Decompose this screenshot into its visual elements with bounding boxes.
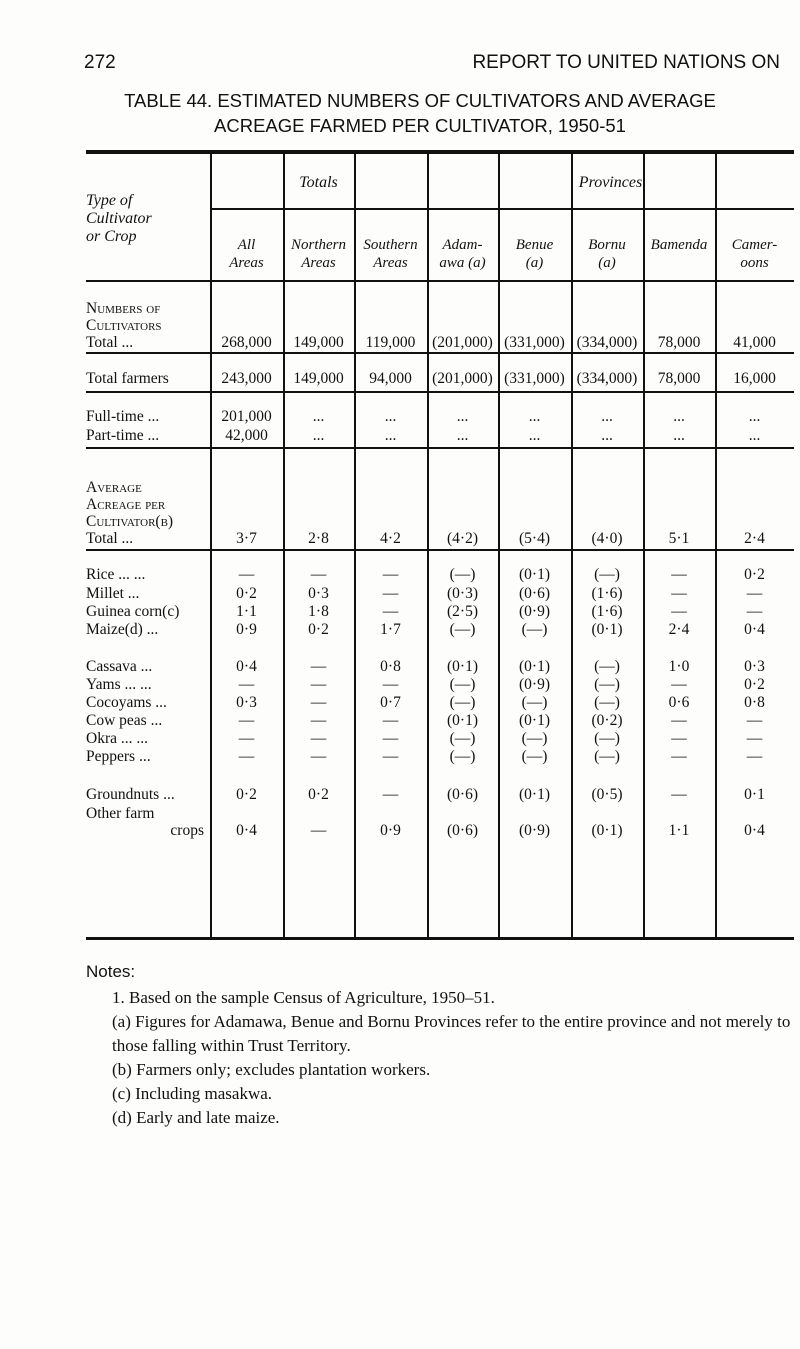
column-header-line: Benue <box>515 237 554 253</box>
table-cell: 119,000 <box>365 334 416 351</box>
notes-heading: Notes: <box>86 962 136 981</box>
row-label-line: Peppers ... <box>86 748 151 765</box>
table-cell: 0·4 <box>236 822 257 839</box>
table-cell: (0·1) <box>519 786 550 803</box>
column-header <box>643 236 715 272</box>
table-cell: (0·1) <box>447 712 478 729</box>
table-cell: 41,000 <box>733 334 776 351</box>
column-header <box>210 236 283 272</box>
table-cell: 42,000 <box>225 427 268 444</box>
table-cell: 243,000 <box>221 370 272 387</box>
stub-header-line: Cultivator <box>86 210 152 227</box>
table-cell: 1·0 <box>668 658 690 675</box>
table-cell: (0·1) <box>591 621 623 638</box>
table-bottom-rule <box>86 937 794 940</box>
table-cell: 268,000 <box>221 334 272 351</box>
table-cell: 0·9 <box>380 822 401 839</box>
table-cell: (—) <box>594 694 620 711</box>
note-item: (d) Early and late maize. <box>112 1108 280 1127</box>
row-label <box>86 676 206 693</box>
column-header-line: All <box>237 237 256 253</box>
section-rule <box>86 352 794 354</box>
table-cell: — <box>671 676 687 693</box>
note-item: (c) Including masakwa. <box>112 1084 273 1103</box>
table-cell: 0·1 <box>744 786 765 803</box>
row-label <box>86 585 206 602</box>
row-label <box>86 370 206 387</box>
row-label-line: Cocoyams ... <box>86 694 167 711</box>
row-label-line: Full-time ... <box>86 408 160 425</box>
table-cell: (0·1) <box>447 658 478 675</box>
table-cell: (0·6) <box>447 822 478 839</box>
row-label-line: Cassava ... <box>86 658 153 675</box>
table-cell: — <box>310 694 327 711</box>
table-cell: (—) <box>449 730 476 747</box>
table-cell: (—) <box>594 676 620 693</box>
table-cell: — <box>238 712 255 729</box>
table-cell: — <box>310 676 327 693</box>
table-cell: — <box>238 566 255 583</box>
table-cell: 1·1 <box>236 603 257 620</box>
table-cell: ... <box>601 427 613 444</box>
table-cell: (0·5) <box>591 786 623 803</box>
table-cell: 0·9 <box>236 621 257 638</box>
table-cell: — <box>746 585 763 602</box>
row-label <box>86 621 206 638</box>
table-cell: (—) <box>449 748 476 765</box>
table-cell: (—) <box>521 748 548 765</box>
column-header <box>498 236 571 272</box>
table-cell: — <box>382 585 399 602</box>
table-cell: — <box>238 676 255 693</box>
table-cell: (331,000) <box>504 334 565 351</box>
group-header-totals: Totals <box>299 174 338 191</box>
table-cell: — <box>671 566 687 583</box>
table-cell: 16,000 <box>733 370 776 387</box>
row-label-line: Other farm <box>86 805 155 822</box>
notes <box>86 960 796 1130</box>
table-cell: (0·6) <box>519 585 550 602</box>
column-header <box>354 236 427 272</box>
column-header-line: Camer- <box>731 237 778 253</box>
group-header-provinces: Provinces <box>578 174 643 191</box>
row-label-line: Maize(d) ... <box>86 621 159 638</box>
table-cell: (0·9) <box>519 676 550 693</box>
table-cell: ... <box>673 408 685 425</box>
column-header-line: Areas <box>373 255 408 271</box>
table-cell: 78,000 <box>657 334 701 351</box>
table-cell: — <box>310 748 327 765</box>
row-label-line: Numbers of <box>86 300 161 317</box>
row-label <box>86 603 206 620</box>
row-label-line: Yams ... ... <box>86 676 152 693</box>
table-cell: 0·6 <box>668 694 690 711</box>
column-header-line: (a) <box>525 255 544 271</box>
row-label <box>86 805 206 839</box>
table-cell: — <box>746 712 763 729</box>
table-cell: 78,000 <box>657 370 701 387</box>
table-cell: ... <box>528 427 541 444</box>
row-label-line: Average <box>86 479 142 496</box>
table-cell: 1·7 <box>380 621 401 638</box>
table-cell: (0·3) <box>447 585 478 602</box>
table-cell: (—) <box>521 730 548 747</box>
column-header <box>427 236 498 272</box>
table-cell: — <box>382 730 399 747</box>
table-cell: 149,000 <box>293 334 344 351</box>
table-cell: (0·9) <box>519 822 550 839</box>
table-cell: 0·8 <box>744 694 765 711</box>
column-header <box>715 236 794 272</box>
stub-header-line: Type of <box>86 192 133 209</box>
column-header-line: Areas <box>229 255 264 271</box>
row-label <box>86 479 206 547</box>
table-cell: — <box>310 712 327 729</box>
table-cell: (0·1) <box>519 712 550 729</box>
column-header-line: oons <box>740 255 769 271</box>
table-cell: 2·4 <box>668 621 690 638</box>
row-label <box>86 712 206 729</box>
row-label <box>86 694 206 711</box>
note-item: 1. Based on the sample Census of Agriculture, 1950–51. <box>112 988 495 1007</box>
table-cell: 0·2 <box>744 566 765 583</box>
row-label <box>86 427 206 444</box>
table-cell: ... <box>384 427 397 444</box>
page-number: 272 <box>84 52 116 73</box>
column-header-line: Bamenda <box>650 237 708 253</box>
row-label <box>86 658 206 675</box>
table-cell: ... <box>528 408 541 425</box>
table-cell: (331,000) <box>504 370 565 387</box>
table-cell: 0·2 <box>308 621 329 638</box>
data-table <box>86 150 794 940</box>
row-label-line: Rice ... ... <box>86 566 146 583</box>
table-cell: 0·4 <box>744 621 765 638</box>
row-label-line: Total ... <box>86 530 134 547</box>
column-header-line: Bornu <box>588 237 626 253</box>
note-item: (a) Figures for Adamawa, Benue and Bornu Provinces refer to the entire province and not merely to those falling within Trust Territory. <box>112 1012 791 1055</box>
table-cell: — <box>671 603 687 620</box>
table-cell: (—) <box>449 566 476 583</box>
column-header-line: Southern <box>363 237 418 253</box>
table-cell: (201,000) <box>432 370 493 387</box>
table-cell: — <box>310 566 327 583</box>
table-cell: ... <box>312 408 325 425</box>
row-label-line: Acreage per <box>86 496 166 513</box>
table-top-rule <box>86 150 794 154</box>
table-cell: ... <box>601 408 613 425</box>
table-cell: (5·4) <box>519 530 550 547</box>
table-cell: ... <box>456 427 469 444</box>
table-cell: 94,000 <box>369 370 412 387</box>
group-header-rule <box>210 208 794 210</box>
table-cell: 0·4 <box>744 822 765 839</box>
table-cell: (334,000) <box>576 370 638 387</box>
table-cell: ... <box>384 408 397 425</box>
table-cell: (0·2) <box>591 712 623 729</box>
row-label-line: crops <box>170 822 204 839</box>
section-rule <box>86 447 794 449</box>
table-cell: (0·1) <box>591 822 623 839</box>
row-label <box>86 566 206 583</box>
table-cell: — <box>746 603 763 620</box>
table-cell: 1·1 <box>668 822 690 839</box>
row-label-line: Total farmers <box>86 370 169 387</box>
stub-header-line: or Crop <box>86 228 137 245</box>
table-cell: 0·3 <box>236 694 257 711</box>
row-label-line: Millet ... <box>86 585 140 602</box>
column-header-line: Adam- <box>442 237 483 253</box>
table-cell: (—) <box>449 621 476 638</box>
table-cell: (2·5) <box>447 603 478 620</box>
table-cell: — <box>382 566 399 583</box>
table-cell: ... <box>748 427 761 444</box>
row-label-line: Okra ... ... <box>86 730 148 747</box>
row-label-line: Guinea corn(c) <box>86 603 180 620</box>
row-label-line: Total ... <box>86 334 134 351</box>
row-label <box>86 408 206 425</box>
table-cell: — <box>746 748 763 765</box>
table-cell: 149,000 <box>293 370 344 387</box>
table-cell: (0·1) <box>519 658 550 675</box>
column-header-line: Northern <box>290 237 346 253</box>
table-cell: (—) <box>594 748 620 765</box>
column-header <box>571 236 643 272</box>
header-bottom-rule <box>86 280 794 282</box>
column-header-line <box>643 254 715 272</box>
table-cell: — <box>382 603 399 620</box>
table-cell: (—) <box>449 694 476 711</box>
table-cell: — <box>671 748 687 765</box>
table-cell: (—) <box>521 694 548 711</box>
table-cell: 0·7 <box>380 694 401 711</box>
table-cell: 201,000 <box>221 408 272 425</box>
table-title-line-2: ACREAGE FARMED PER CULTIVATOR, 1950-51 <box>214 115 626 136</box>
table-cell: (—) <box>449 676 476 693</box>
row-label <box>86 748 206 765</box>
table-cell: (—) <box>594 658 620 675</box>
table-cell: — <box>238 748 255 765</box>
table-cell: ... <box>673 427 685 444</box>
table-cell: 4·2 <box>380 530 401 547</box>
table-cell: (4·0) <box>591 530 623 547</box>
table-cell: 0·2 <box>236 585 257 602</box>
table-cell: — <box>310 822 327 839</box>
table-cell: (1·6) <box>591 603 623 620</box>
table-cell: — <box>671 712 687 729</box>
row-label-line: Part-time ... <box>86 427 160 444</box>
row-label <box>86 730 206 747</box>
table-title-line-1: TABLE 44. ESTIMATED NUMBERS OF CULTIVATORS AND AVERAGE <box>124 90 716 111</box>
table-cell: (—) <box>521 621 548 638</box>
table-cell: 0·8 <box>380 658 401 675</box>
table-cell: 0·2 <box>236 786 257 803</box>
table-cell: — <box>382 748 399 765</box>
row-label-line: Cultivator(b) <box>86 513 174 530</box>
column-header-line: (a) <box>598 255 616 271</box>
table-cell: (0·1) <box>519 566 550 583</box>
table-cell: — <box>671 730 687 747</box>
table-cell: 2·4 <box>744 530 765 547</box>
table-cell: (0·6) <box>447 786 478 803</box>
table-title <box>70 88 770 138</box>
row-label <box>86 300 206 351</box>
table-cell: 5·1 <box>668 530 690 547</box>
table-cell: 0·3 <box>308 585 329 602</box>
running-head <box>70 52 780 82</box>
table-cell: 3·7 <box>236 530 257 547</box>
row-label-line: Cow peas ... <box>86 712 163 729</box>
row-label-line: Cultivators <box>86 317 162 334</box>
table-cell: — <box>671 786 687 803</box>
table-cell: ... <box>456 408 469 425</box>
section-rule <box>86 549 794 551</box>
table-cell: ... <box>312 427 325 444</box>
table-cell: — <box>671 585 687 602</box>
column-header <box>283 236 354 272</box>
table-cell: — <box>382 676 399 693</box>
table-cell: (201,000) <box>432 334 493 351</box>
note-item: (b) Farmers only; excludes plantation workers. <box>112 1060 431 1079</box>
table-cell: 0·4 <box>236 658 257 675</box>
table-cell: 0·2 <box>308 786 329 803</box>
table-cell: 0·3 <box>744 658 765 675</box>
table-cell: 1·8 <box>308 603 329 620</box>
table-cell: — <box>382 712 399 729</box>
table-cell: — <box>382 786 399 803</box>
running-title: REPORT TO UNITED NATIONS ON <box>472 52 780 73</box>
table-cell: (4·2) <box>447 530 478 547</box>
row-label-line: Groundnuts ... <box>86 786 175 803</box>
table-cell: — <box>310 658 327 675</box>
table-cell: (—) <box>594 566 620 583</box>
column-header-line: Areas <box>301 255 336 271</box>
table-cell: — <box>746 730 763 747</box>
table-cell: 0·2 <box>744 676 765 693</box>
column-header-line: awa (a) <box>439 255 486 271</box>
table-cell: (—) <box>594 730 620 747</box>
table-cell: (0·9) <box>519 603 550 620</box>
table-cell: 2·8 <box>308 530 329 547</box>
row-label <box>86 786 206 803</box>
table-cell: — <box>310 730 327 747</box>
section-rule <box>86 391 794 393</box>
table-cell: ... <box>748 408 761 425</box>
table-cell: (334,000) <box>576 334 638 351</box>
table-cell: (1·6) <box>591 585 623 602</box>
stub-header <box>86 192 210 246</box>
table-cell: — <box>238 730 255 747</box>
